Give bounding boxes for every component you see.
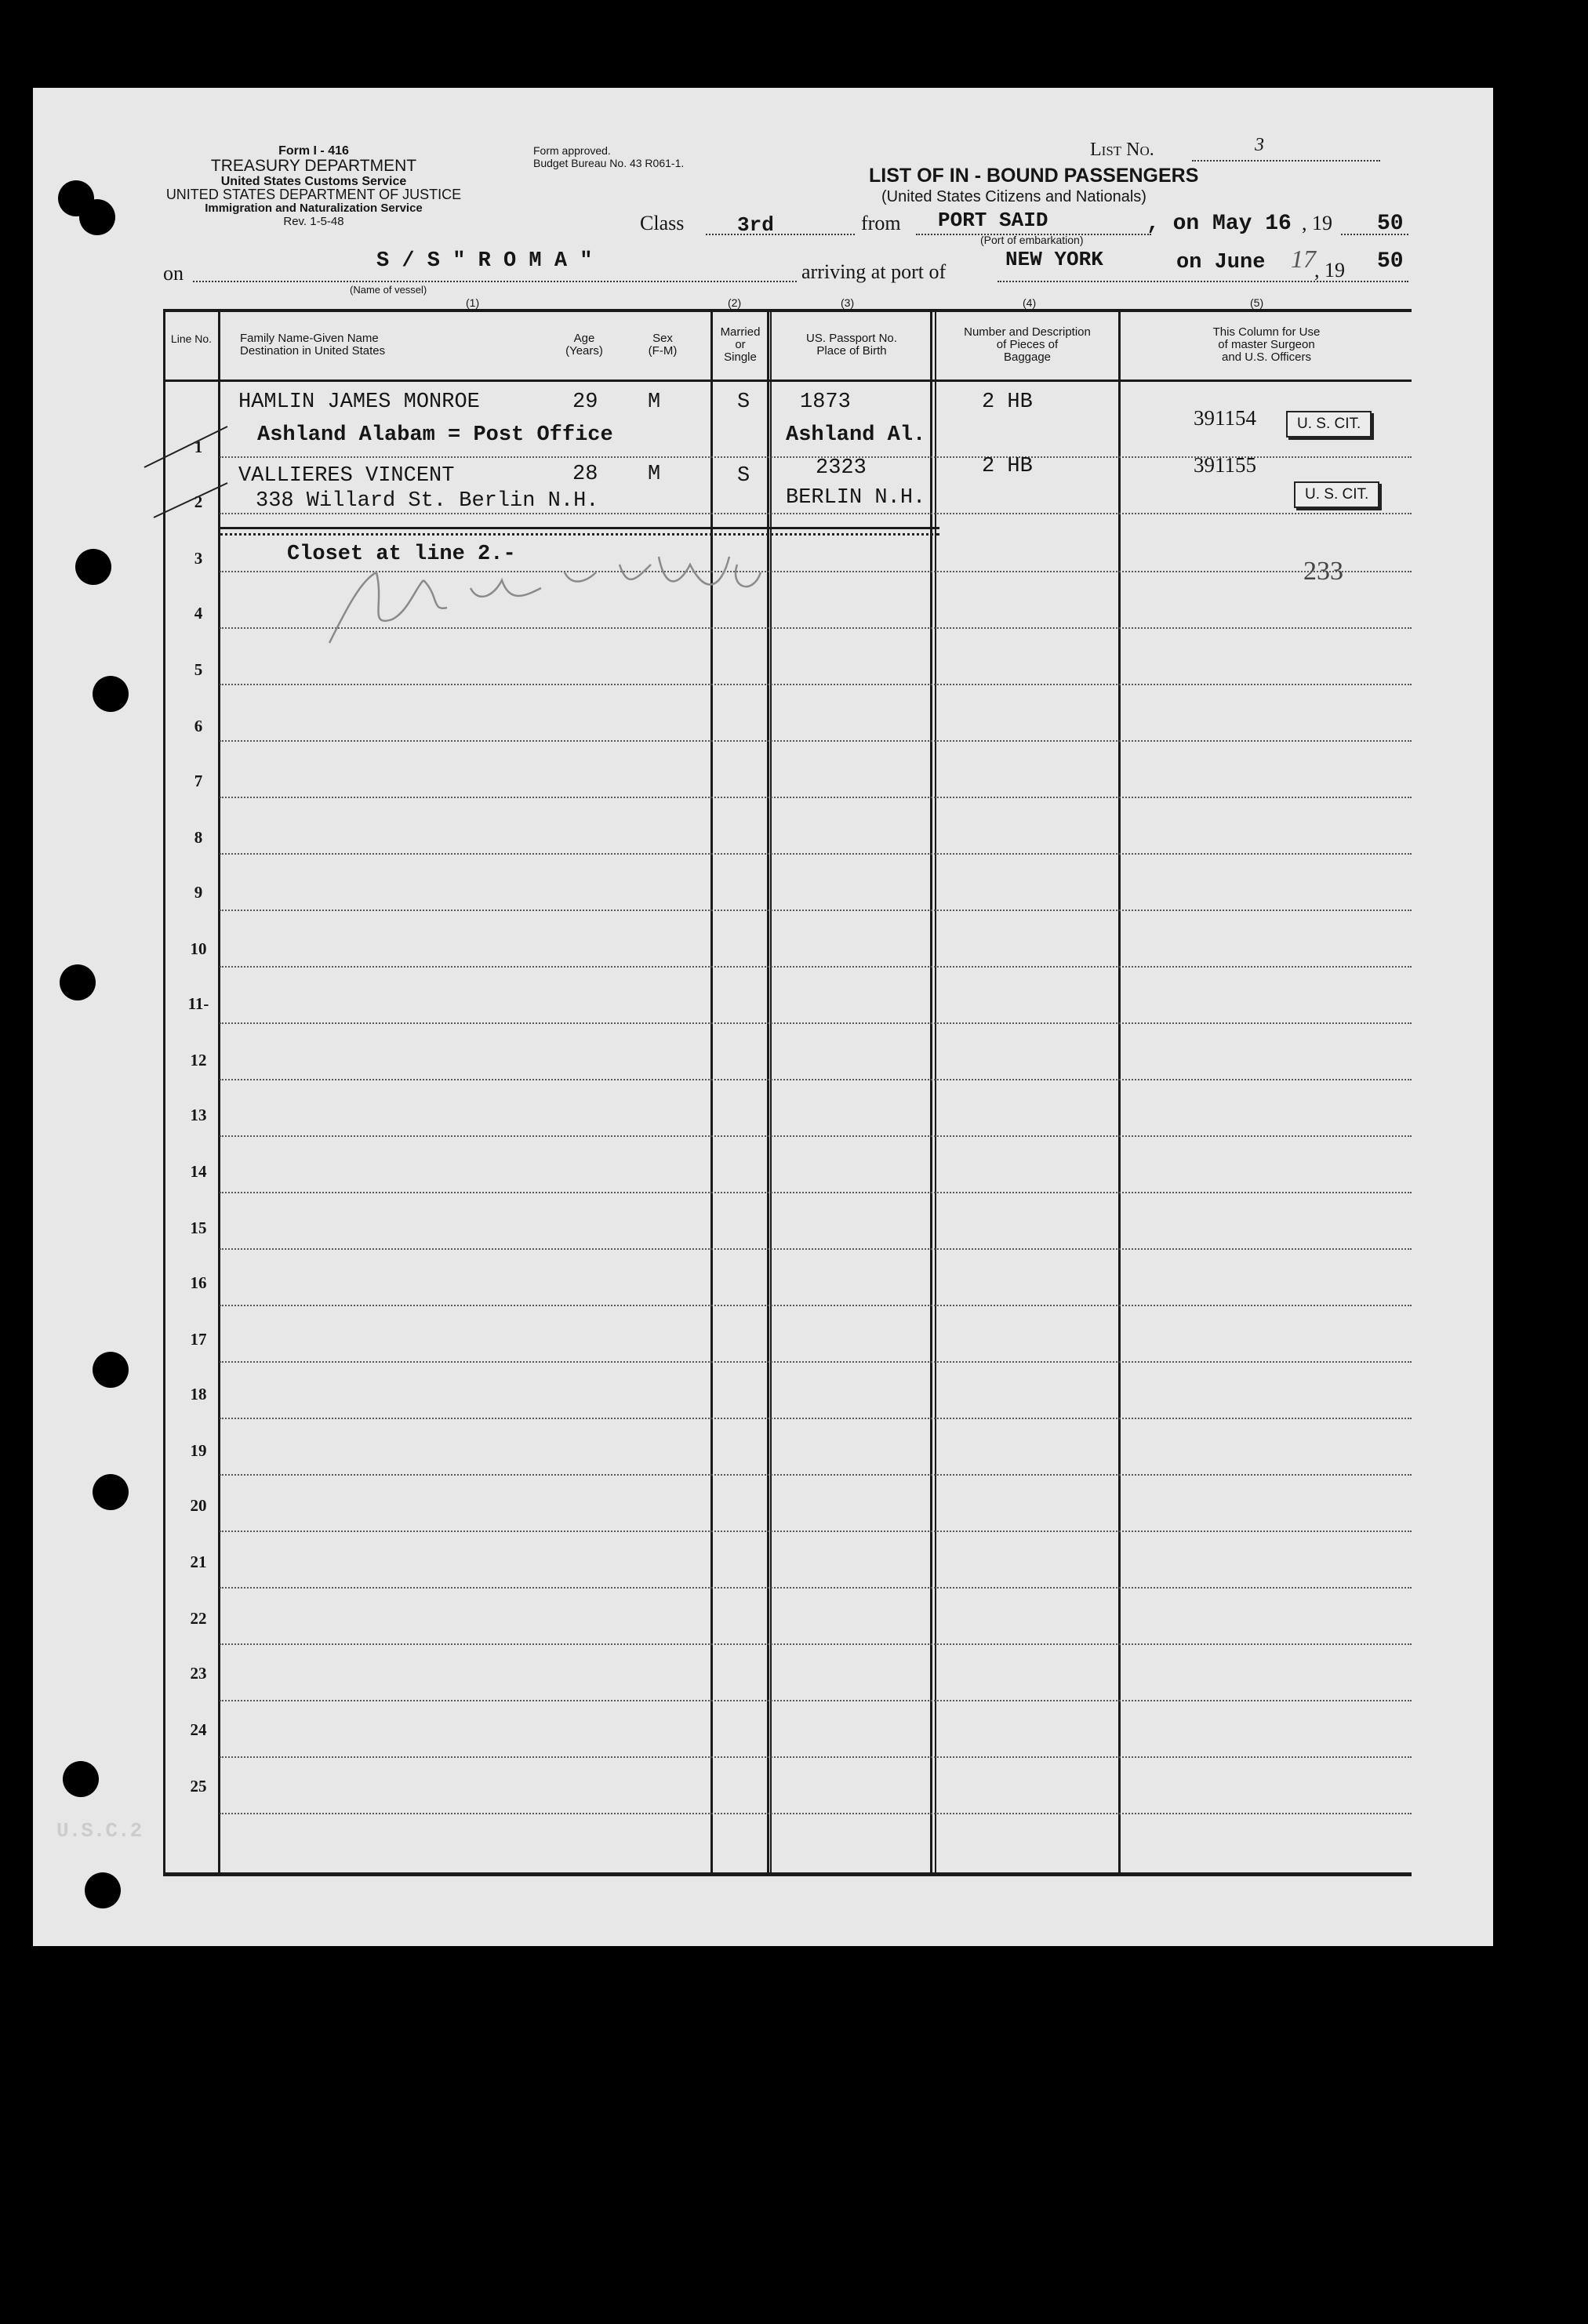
line-number: 16 xyxy=(190,1273,207,1292)
line-number: 17 xyxy=(190,1330,207,1349)
line-number: 4 xyxy=(194,604,203,623)
row-line xyxy=(220,684,1412,685)
header-baggage xyxy=(936,326,1118,364)
col-divider xyxy=(1118,309,1121,1874)
arrival-port: NEW YORK xyxy=(1005,248,1103,271)
closing-note: Closet at line 2.- xyxy=(287,543,516,566)
total-count: 233 xyxy=(1303,557,1343,586)
punch-hole xyxy=(93,1474,129,1510)
header-sex xyxy=(627,332,698,358)
row-line xyxy=(220,1022,1412,1024)
birthplace: BERLIN N.H. xyxy=(786,486,926,510)
approval-block xyxy=(533,144,684,169)
line-number: 9 xyxy=(194,883,203,902)
line-number: 1 xyxy=(194,438,203,456)
row-line xyxy=(220,1135,1412,1137)
header-sex-unit: (F-M) xyxy=(648,344,678,358)
col-num-2: (2) xyxy=(728,296,742,309)
punch-hole xyxy=(75,549,111,585)
class-line xyxy=(706,234,855,235)
line-number: 8 xyxy=(194,828,203,847)
passenger-age: 29 xyxy=(572,390,598,414)
vessel-line xyxy=(193,281,797,282)
row-line xyxy=(220,1418,1412,1419)
row-line xyxy=(220,1361,1412,1363)
list-no-label: List No. xyxy=(1090,140,1154,160)
approval-line: Budget Bureau No. 43 R061-1. xyxy=(533,157,685,169)
line-number: 2 xyxy=(194,492,203,511)
arrival-year: 50 xyxy=(1377,249,1404,274)
from-label: from xyxy=(861,212,901,234)
line-number: 21 xyxy=(190,1552,207,1571)
header-line-no: Line No. xyxy=(170,332,213,345)
arrival-date: on June xyxy=(1176,251,1266,274)
header-age-unit: (Years) xyxy=(565,344,603,358)
col-num-4: (4) xyxy=(1023,296,1037,309)
header-destination: Destination in United States xyxy=(240,344,386,358)
header-married xyxy=(712,326,769,364)
row-line xyxy=(220,1248,1412,1250)
header-married-3: Single xyxy=(724,350,757,364)
line-number: 7 xyxy=(194,772,203,790)
punch-hole xyxy=(63,1761,99,1797)
header-passport-2: Place of Birth xyxy=(816,344,887,358)
passenger-marital: S xyxy=(737,390,750,414)
vessel-note: (Name of vessel) xyxy=(350,284,427,296)
line-number: 19 xyxy=(190,1441,207,1460)
agency-line: TREASURY DEPARTMENT xyxy=(210,157,417,175)
row-line xyxy=(220,1305,1412,1306)
line-number: 22 xyxy=(190,1609,207,1628)
header-officers-1: This Column for Use xyxy=(1212,325,1321,339)
baggage: 2 HB xyxy=(982,455,1033,478)
line-number: 23 xyxy=(190,1664,207,1683)
agency-line: United States Customs Service xyxy=(220,175,407,188)
row-line xyxy=(220,1474,1412,1476)
row-line xyxy=(220,966,1412,968)
row-line xyxy=(220,1079,1412,1080)
row-line xyxy=(220,910,1412,911)
line-number: 13 xyxy=(190,1106,207,1124)
passport-number: 1873 xyxy=(800,390,851,414)
embark-year: 50 xyxy=(1377,212,1404,236)
punch-hole xyxy=(93,1352,129,1388)
header-officers-3: and U.S. Officers xyxy=(1222,350,1311,364)
officer-number: 391155 xyxy=(1194,453,1256,477)
header-sex-label: Sex xyxy=(652,332,673,345)
header-passport-1: US. Passport No. xyxy=(806,332,897,345)
row-line xyxy=(220,1813,1412,1814)
birthplace: Ashland Al. xyxy=(786,423,926,447)
form-number: Form I - 416 xyxy=(278,144,349,158)
arrival-year-prefix: , 19 xyxy=(1314,259,1345,281)
line-number: 25 xyxy=(190,1777,207,1796)
approval-line: Form approved. xyxy=(533,144,611,157)
manifest-page xyxy=(33,88,1493,1946)
header-officers-2: of master Surgeon xyxy=(1218,338,1315,351)
col-divider xyxy=(218,309,220,1874)
row-line xyxy=(220,1643,1412,1645)
passenger-sex: M xyxy=(648,390,661,414)
line-number: 6 xyxy=(194,717,203,735)
row-line xyxy=(220,797,1412,798)
baggage: 2 HB xyxy=(982,390,1033,414)
agency-line: UNITED STATES DEPARTMENT OF JUSTICE xyxy=(165,187,462,202)
header-name-dest xyxy=(240,332,385,358)
line-number: 20 xyxy=(190,1496,207,1515)
header-officers xyxy=(1121,326,1412,364)
line-number: 10 xyxy=(190,939,207,958)
line-number: 24 xyxy=(190,1720,207,1739)
header-baggage-2: of Pieces of xyxy=(996,338,1059,351)
col-divider xyxy=(163,309,165,1874)
punch-hole xyxy=(79,199,115,235)
destination: 338 Willard St. Berlin N.H. xyxy=(256,489,599,513)
passenger-name: HAMLIN JAMES MONROE xyxy=(238,390,480,414)
passport-number: 2323 xyxy=(816,456,867,480)
col-divider xyxy=(935,309,936,1874)
header-age-label: Age xyxy=(573,332,595,345)
line-number: 18 xyxy=(190,1385,207,1403)
row-line xyxy=(220,1756,1412,1758)
check-marks xyxy=(141,423,235,525)
row-line xyxy=(220,1587,1412,1589)
header-name: Family Name-Given Name xyxy=(240,332,379,345)
class-value: 3rd xyxy=(737,213,774,237)
row-line xyxy=(220,1192,1412,1193)
line-number: 5 xyxy=(194,660,203,679)
closing-rule xyxy=(220,527,939,529)
passenger-marital: S xyxy=(737,464,750,488)
vessel-name: S / S " R O M A " xyxy=(376,249,593,273)
row-line xyxy=(220,853,1412,855)
line-number: 15 xyxy=(190,1218,207,1237)
passenger-age: 28 xyxy=(572,463,598,486)
agency-line: Rev. 1-5-48 xyxy=(283,215,344,228)
manifest-subtitle: (United States Citizens and Nationals) xyxy=(881,188,1146,205)
header-passport xyxy=(773,332,930,358)
table-top-rule xyxy=(163,309,1412,312)
header-married-2: or xyxy=(735,338,746,351)
citizen-stamp: U. S. CIT. xyxy=(1294,481,1379,508)
on-label: on xyxy=(163,262,184,285)
row-line xyxy=(220,740,1412,742)
col-num-3: (3) xyxy=(841,296,855,309)
line-number: 3 xyxy=(194,549,203,568)
table-bottom-rule xyxy=(163,1872,1412,1876)
header-age xyxy=(549,332,620,358)
arriving-label: arriving at port of xyxy=(801,260,947,283)
side-code: U.S.C.2 xyxy=(56,1819,143,1843)
col-num-1: (1) xyxy=(466,296,480,309)
list-no-line xyxy=(1192,160,1380,162)
handwritten-signature xyxy=(314,533,800,651)
class-label: Class xyxy=(640,212,685,234)
col-divider xyxy=(930,309,932,1874)
punch-hole xyxy=(60,964,96,1000)
header-baggage-1: Number and Description xyxy=(964,325,1091,339)
row-line xyxy=(220,1700,1412,1701)
form-agency-block xyxy=(157,144,471,228)
row-line xyxy=(220,1531,1412,1532)
line-number: 12 xyxy=(190,1051,207,1069)
passenger-sex: M xyxy=(648,463,661,486)
punch-hole xyxy=(93,676,129,712)
passenger-name: VALLIERES VINCENT xyxy=(238,464,455,488)
officer-number: 391154 xyxy=(1194,406,1256,430)
punch-hole xyxy=(85,1872,121,1908)
list-no-value: 3 xyxy=(1255,135,1264,155)
embark-port: PORT SAID xyxy=(938,209,1048,232)
line-number: 14 xyxy=(190,1162,207,1181)
row-line xyxy=(220,513,1412,514)
agency-line: Immigration and Naturalization Service xyxy=(205,202,423,215)
header-married-1: Married xyxy=(720,325,761,339)
embark-date: , on May 16 xyxy=(1146,212,1292,236)
header-baggage-3: Baggage xyxy=(1003,350,1052,364)
embark-note: (Port of embarkation) xyxy=(980,234,1084,246)
citizen-stamp: U. S. CIT. xyxy=(1286,411,1372,438)
manifest-title: LIST OF IN - BOUND PASSENGERS xyxy=(869,165,1199,187)
header-bottom-rule xyxy=(163,379,1412,382)
line-number: 11- xyxy=(187,994,209,1013)
embark-year-prefix: , 19 xyxy=(1302,212,1332,234)
col-num-5: (5) xyxy=(1250,296,1264,309)
arrival-line xyxy=(997,281,1408,282)
arrival-day-handwritten: 17 xyxy=(1291,245,1316,273)
destination: Ashland Alabam = Post Office xyxy=(257,423,613,447)
